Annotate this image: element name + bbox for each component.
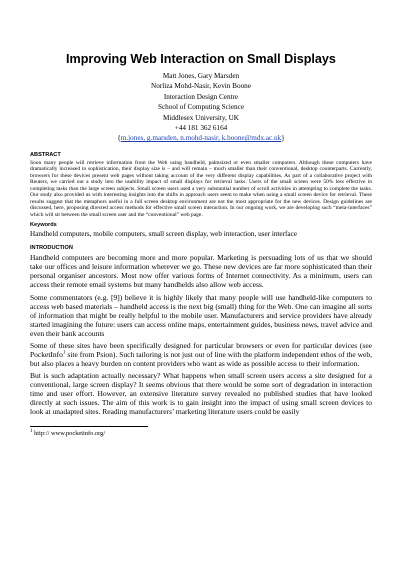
email-brace-close: } [281,134,285,143]
email-link[interactable]: m.jones, g.marsden, n.mohd-nasir, k.boone@mdx.ac.uk [120,134,282,143]
footnote-divider [30,426,148,427]
email-brace-open: { [117,134,121,143]
footnote-number: 1 [30,429,33,435]
introduction-heading: INTRODUCTION [30,245,73,252]
phone-number: +44 181 362 6164 [174,124,228,133]
affiliation-line: Middlesex University, UK [163,113,239,122]
body-paragraph: But is such adaptation actually necessary? What happens when small screen users access a site designed for a conventional, large screen display? It seems obvious that there would be some sort of degradation in interaction time and user effort. However, an extensive literature survey revealed no published studies that have looked directly at such issues. The aim of this work is to gain insight into the impact of using small screen devices to look at unadapted sites. Reading manufacturers’ marketing literature users could be easily [30,370,372,417]
paragraph-text: site from Psion). Such tailoring is not just out of line with the platform independent ethos of the web, but also places a heavy burden on content providers who want as wide as possible access to their information. [30,349,372,368]
affiliation-line: Interaction Design Centre [163,92,239,101]
paragraph-text: Some of these sites have been specifically designed for particular browsers or even for particular devices (see PocketInfo [30,340,372,359]
abstract-heading: ABSTRACT [30,151,61,158]
footnote-url[interactable]: http:// www.pocketinfo.org/ [32,430,106,438]
footnote [30,430,372,438]
body-paragraph: Some commentators (e.g. [9]) believe it is highly likely that many people will use handheld-like computers to access web based materials – handheld access is the next big (small) thing for the Web. One can imagine all sorts of information that might be really helpful to the mobile user. Manufacturers and service providers have already started imagining the future: users can access online maps, entertainment guides, business news, travel advice and even their bank accounts [30,292,372,338]
paper-content [30,52,372,438]
keywords-heading: Keywords [30,222,57,229]
authors-line: Matt Jones, Gary Marsden [162,72,240,80]
footnote-marker: 1 [62,350,66,356]
abstract-text: Soon many people will retrieve information from the Web using handheld, palmsized or even smaller computers. Although these computers have dramatically increased in sophistication, their display size is – and will remain – much smaller than their conventional, desktop counterparts. Currently, browsers for these devices present web pages without taking account of the very different display capabilities. As part of a collaborative project with Reuters, we carried out a study into the usability impact of small displays for retrieval tasks. Users of the small screen were 50% less effective in completing tasks than the large screen subjects. Small screen users used a very substantial number of scroll activities in attempting to complete the tasks. Our study also provided us with interesting insights into the shifts in approach users seem to make when using a small screen device for retrieval. These results suggest that the metaphors useful in a full screen desktop environment are not the most appropriate for the new devices. Design guidelines are discussed, here, proposing directed access methods for effective small screen interaction. In our ongoing work, we are developing such “meta-interfaces” which will sit between the small screen user and the “conventional” web page. [30,159,372,218]
keywords-text: Handheld computers, mobile computers, small screen display, web interaction, user interface [30,230,297,239]
paper-title: Improving Web Interaction on Small Displays [66,52,336,66]
body-paragraph: Handheld computers are becoming more and more popular. Marketing is persuading lots of us that we should take our offices and leisure information wherever we go. These new devices are far more sophisticated than their personal organiser ancestors. Most now offer various forms of Internet connectivity. As a minimum, users can access their remote email systems but many handhelds also allow web access. [30,253,372,290]
email-line [30,133,372,143]
affiliation-line: School of Computing Science [157,103,245,112]
body-paragraph [30,341,372,368]
authors-line: Norliza Mohd-Nasir, Kevin Boone [151,82,251,91]
